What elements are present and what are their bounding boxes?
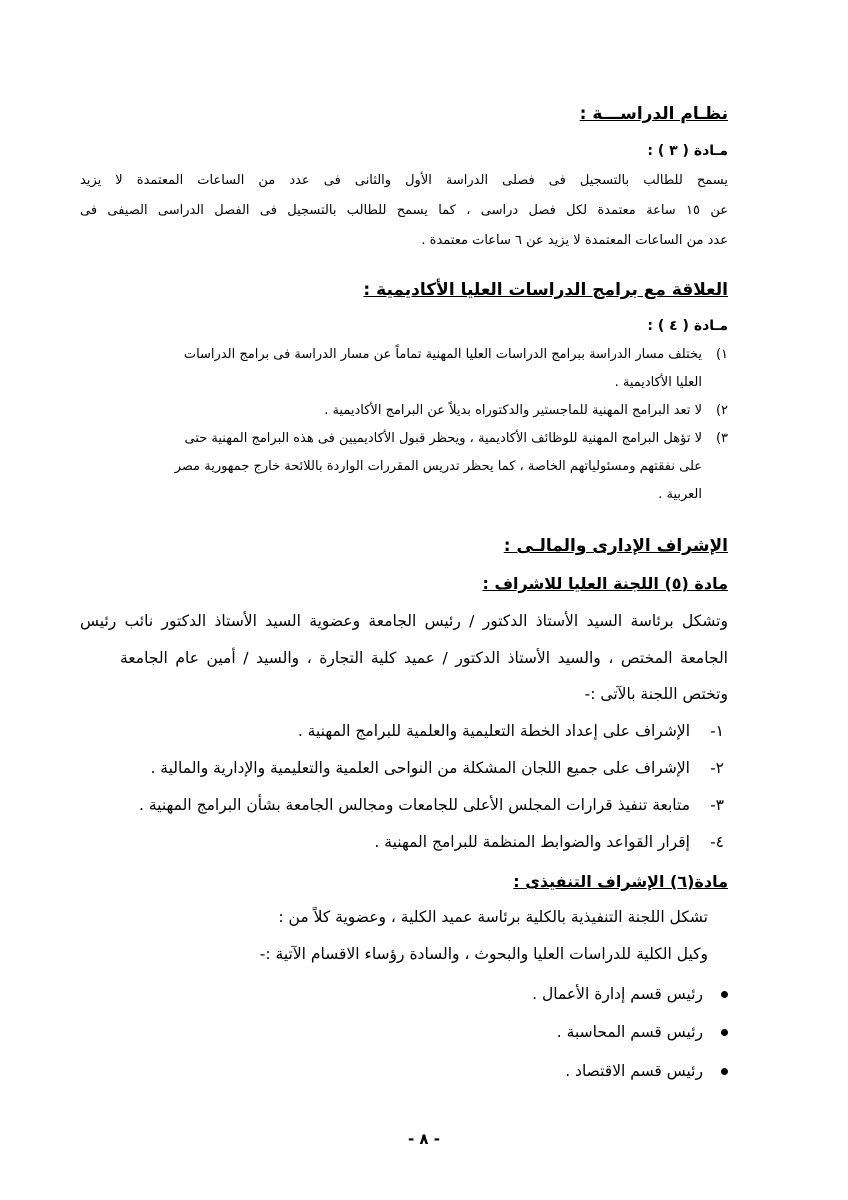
item-text: إقرار القواعد والضوابط المنظمة للبرامج المهنية .: [374, 833, 690, 851]
article-5-title: مادة (٥) اللجنة العليا للاشراف :: [482, 574, 728, 593]
bullet-text: رئيس قسم الاقتصاد .: [565, 1062, 703, 1080]
item-number: ١): [715, 347, 728, 362]
article-5-item-2: [150, 759, 724, 777]
article-4-item-2: [324, 403, 728, 418]
article-4-item-1: [80, 347, 728, 362]
article-4-item-1-cont: العليا الأكاديمية .: [614, 375, 702, 390]
item-text: لا تؤهل البرامج المهنية للوظائف الأكاديمية ، ويحظر قبول الأكاديميين فى هذه البرامج المهنية حتى: [184, 431, 702, 446]
bullet-icon: [721, 991, 728, 998]
bullet-icon: [721, 1068, 728, 1075]
article-4-item-3-cont-2: العربية .: [658, 487, 702, 502]
article-4-title: مـادة ( ٤ ) :: [647, 318, 728, 334]
article-5-line-2: الجامعة المختص ، والسيد الأستاذ الدكتور / عميد كلية التجارة ، والسيد / أمين عام الجامعة: [120, 649, 728, 667]
item-number: ١-: [710, 722, 724, 740]
item-number: ٣): [715, 431, 728, 446]
bullet-item-1: [532, 985, 728, 1003]
article-5-item-3: [139, 796, 724, 814]
article-6-title: مادة(٦) الإشراف التنفيذى :: [513, 872, 728, 891]
heading-academic-relation: العلاقة مع برامج الدراسات العليا الأكاديمية :: [363, 280, 728, 300]
bullet-icon: [721, 1029, 728, 1036]
article-6-line-1: تشكل اللجنة التنفيذية بالكلية برئاسة عميد الكلية ، وعضوية كلاً من :: [278, 908, 708, 926]
article-5-line-1: وتشكل برئاسة السيد الأستاذ الدكتور / رئيس الجامعة وعضوية السيد الأستاذ الدكتور نائب رئيس: [80, 612, 728, 630]
item-text: الإشراف على جميع اللجان المشكلة من النواحى العلمية والتعليمية والإدارية والمالية .: [150, 759, 690, 777]
article-3-line-3: عدد من الساعات المعتمدة لا يزيد عن ٦ ساعات معتمدة .: [421, 233, 728, 248]
page-number: - ٨ -: [407, 1130, 441, 1148]
article-3-line-1: يسمح للطالب بالتسجيل فى فصلى الدراسة الأول والثانى فى عدد من الساعات المعتمدة لا يزيد: [80, 173, 728, 188]
bullet-item-3: [565, 1062, 728, 1080]
bullet-text: رئيس قسم المحاسبة .: [556, 1023, 703, 1041]
heading-supervision: الإشراف الإدارى والمالـى :: [503, 536, 728, 556]
bullet-item-2: [557, 1023, 728, 1041]
heading-study-system: نظـام الدراســـة :: [579, 104, 728, 124]
item-text: الإشراف على إعداد الخطة التعليمية والعلمية للبرامج المهنية .: [297, 722, 690, 740]
item-text: متابعة تنفيذ قرارات المجلس الأعلى للجامعات ومجالس الجامعة بشأن البرامج المهنية .: [139, 796, 690, 814]
article-4-item-3: [184, 431, 728, 446]
bullet-text: رئيس قسم إدارة الأعمال .: [532, 985, 703, 1003]
item-number: ٢): [715, 403, 728, 418]
article-4-item-3-cont-1: على نفقتهم ومسئولياتهم الخاصة ، كما يحظر تدريس المقررات الواردة باللائحة خارج جمهورية مصر: [174, 459, 702, 474]
item-number: ٣-: [710, 796, 724, 814]
article-5-item-1: [298, 722, 724, 740]
article-5-line-3: وتختص اللجنة بالآتى :-: [584, 685, 728, 703]
item-number: ٤-: [710, 833, 724, 851]
item-number: ٢-: [710, 759, 724, 777]
article-6-line-2: وكيل الكلية للدراسات العليا والبحوث ، والسادة رؤساء الاقسام الآتية :-: [259, 945, 708, 963]
article-3-title: مـادة ( ٣ ) :: [647, 143, 728, 159]
article-3-line-2: عن ١٥ ساعة معتمدة لكل فصل دراسى ، كما يسمح للطالب بالتسجيل فى الفصل الدراسى الصيفى فى: [80, 203, 728, 218]
article-5-item-4: [374, 833, 724, 851]
item-text: يختلف مسار الدراسة ببرامج الدراسات العليا المهنية تماماً عن مسار الدراسة فى برامج الدراسات: [183, 347, 702, 362]
item-text: لا تعد البرامج المهنية للماجستير والدكتوراه بديلاً عن البرامج الأكاديمية .: [324, 403, 702, 418]
